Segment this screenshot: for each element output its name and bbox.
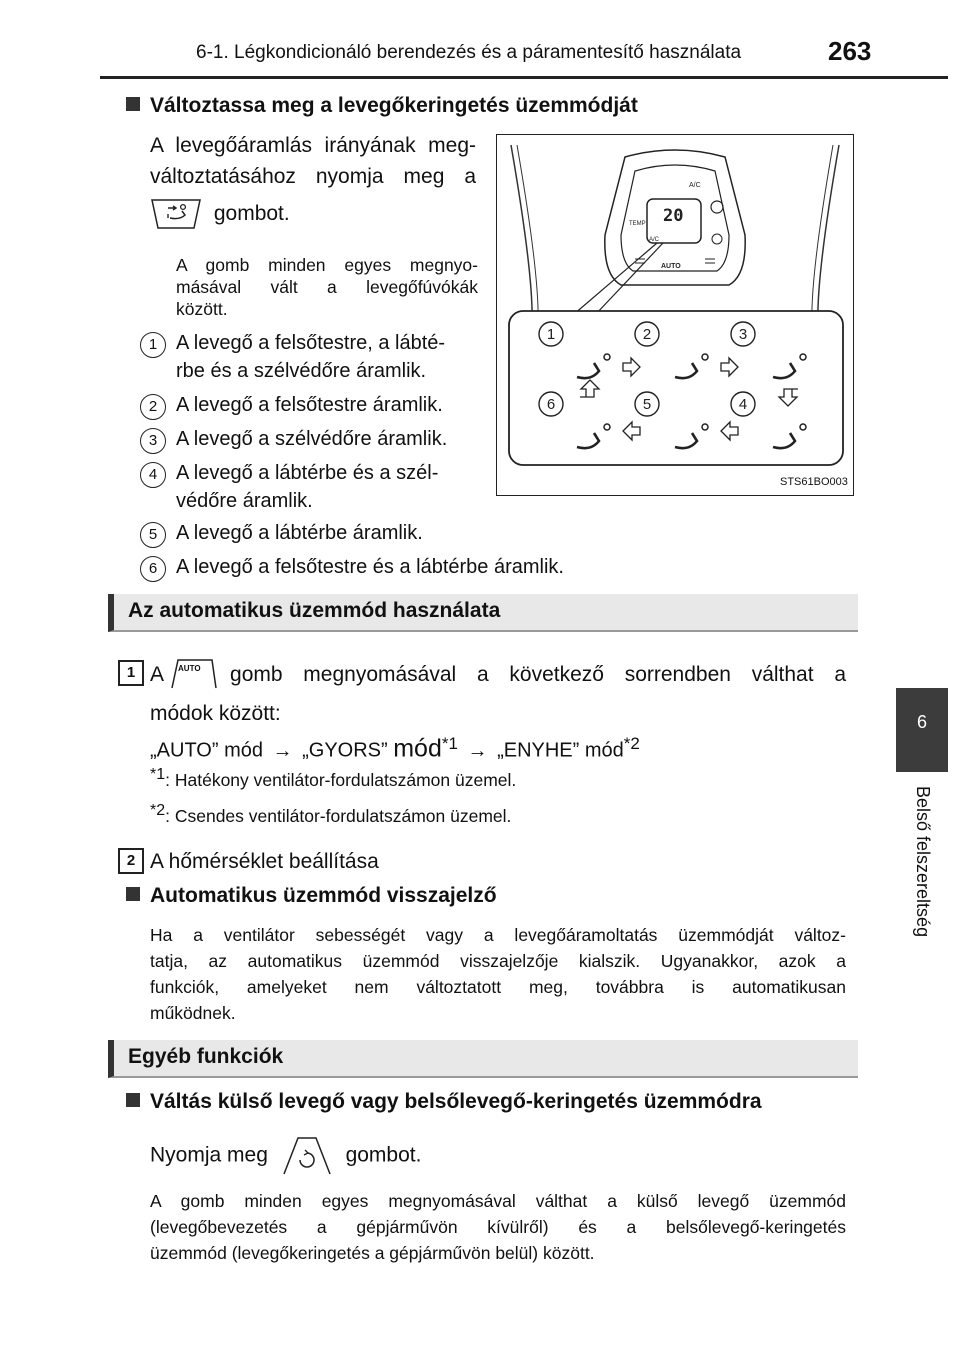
display-temperature: 20	[663, 206, 684, 226]
auto-indicator-line3: funkciók, amelyeket nem változtatott meg, továbbra is automatikusan	[150, 977, 846, 997]
note-line-3: között.	[176, 299, 228, 319]
section-bar-auto-mode: Az automatikus üzemmód használata	[108, 594, 858, 632]
step-number-2: 2	[118, 848, 144, 874]
number-badge: 3	[140, 428, 166, 454]
auto-label: AUTO	[661, 263, 681, 270]
intro-line-2: változtatásához nyomja meg a	[150, 165, 476, 188]
ac-label-small: A/C	[649, 237, 660, 243]
step-number-1: 1	[118, 660, 144, 686]
number-badge: 4	[140, 462, 166, 488]
recirculation-heading: Váltás külső levegő vagy belsőlevegő-keringetés üzemmódra	[126, 1090, 762, 1114]
recirculation-button-icon	[280, 1136, 334, 1176]
fig-number-2: 2	[642, 326, 652, 343]
auto-indicator-line1: Ha a ventilátor sebességét vagy a levegőáramoltatás üzemmódját változ-	[150, 925, 846, 945]
number-badge: 1	[140, 332, 166, 358]
note-line-2: másával vált a levegőfúvókák	[176, 277, 478, 297]
climate-panel-illustration	[497, 135, 853, 495]
note-line-1: A gomb minden egyes megnyo-	[176, 255, 478, 275]
number-badge: 2	[140, 394, 166, 420]
section-bar-other-functions: Egyéb funkciók	[108, 1040, 858, 1078]
fig-number-3: 3	[738, 326, 748, 343]
temp-label: TEMP	[629, 221, 646, 227]
figure-code: STS61BO003	[780, 476, 848, 488]
airflow-mode-button-icon	[150, 198, 202, 230]
step2-text: A hőmérséklet beállítása	[150, 850, 379, 873]
auto-indicator-line2: tatja, az automatikus üzemmód visszajelzője kialszik. Ugyanakkor, azok a	[150, 951, 846, 971]
ac-label: A/C	[689, 182, 701, 189]
number-badge: 5	[140, 522, 166, 548]
recirc-desc-line1: A gomb minden egyes megnyomásával válthat a külső levegő üzemmód	[150, 1191, 846, 1211]
fig-number-5: 5	[642, 396, 652, 413]
header-rule	[100, 76, 948, 79]
number-badge: 6	[140, 556, 166, 582]
fig-number-1: 1	[546, 326, 556, 343]
intro-line-1: A levegőáramlás irányának meg-	[150, 134, 476, 157]
header-title: 6-1. Légkondicionáló berendezés és a páramentesítő használata	[196, 42, 742, 63]
press-recirc-line: Nyomja meg gombot.	[150, 1136, 421, 1176]
auto-indicator-line4: működnek.	[150, 1003, 236, 1023]
step1-line1: A AUTO gomb megnyomásával a következő sorrendben válthat a	[150, 658, 846, 690]
chapter-label: Belső felszereltség	[913, 786, 933, 938]
mode-sequence: „AUTO” mód → „GYORS” mód$^{*1}$ → „ENYHE” mód$^{*2}$	[150, 734, 640, 763]
recirc-desc-line3: üzemmód (levegőkeringetés a gépjárművön belül) között.	[150, 1243, 595, 1263]
intro-line-3: gombot.	[150, 198, 290, 230]
recirc-desc-line2: (levegőbevezetés a gépjárművön kívülről) és a belsőlevegő-keringetés	[150, 1217, 846, 1237]
square-bullet-icon	[126, 1093, 140, 1107]
fig-number-4: 4	[738, 396, 748, 413]
auto-indicator-heading: Automatikus üzemmód visszajelző	[126, 884, 497, 908]
climate-panel-figure	[496, 134, 854, 496]
footnote-1: $^{*1}$: Hatékony ventilátor-fordulatszámon üzemel.	[150, 766, 517, 790]
page-number: 263	[828, 36, 872, 66]
step1-line2: módok között:	[150, 702, 281, 725]
footnote-2: $^{*2}$: Csendes ventilátor-fordulatszámon üzemel.	[150, 802, 512, 826]
chapter-tab[interactable]: 6	[896, 688, 948, 772]
square-bullet-icon	[126, 97, 140, 111]
square-bullet-icon	[126, 887, 140, 901]
auto-button-icon: AUTO	[164, 658, 218, 690]
section1-heading: Változtassa meg a levegőkeringetés üzemmódját	[126, 94, 638, 118]
fig-number-6: 6	[546, 396, 556, 413]
